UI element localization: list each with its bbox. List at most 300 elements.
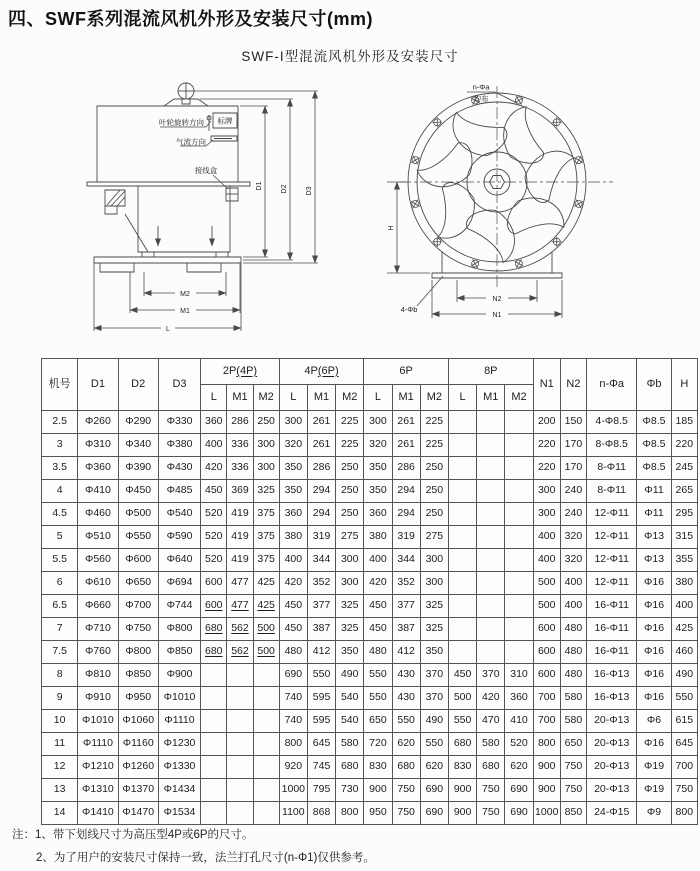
table-cell: 220	[671, 434, 697, 457]
table-cell	[448, 549, 476, 572]
col-header-phib: Φb	[637, 359, 671, 411]
table-cell: 300	[364, 411, 392, 434]
table-cell: 900	[364, 779, 392, 802]
table-cell: 500	[253, 641, 279, 664]
table-cell	[477, 618, 505, 641]
table-cell: 377	[392, 595, 420, 618]
table-cell: 420	[477, 687, 505, 710]
fan-side-view-drawing	[80, 76, 380, 344]
table-cell: 380	[279, 526, 307, 549]
table-cell	[448, 480, 476, 503]
table-cell	[505, 434, 533, 457]
table-cell: Φ1160	[118, 733, 158, 756]
table-cell	[227, 733, 253, 756]
table-cell: 410	[505, 710, 533, 733]
table-cell: 460	[671, 641, 697, 664]
table-cell: 562	[227, 641, 253, 664]
table-cell: 690	[279, 664, 307, 687]
table-cell: 300	[533, 480, 560, 503]
table-cell: 350	[364, 480, 392, 503]
table-cell: Φ8.5	[637, 411, 671, 434]
table-cell: Φ340	[118, 434, 158, 457]
table-cell: Φ1230	[158, 733, 200, 756]
table-cell: Φ11	[637, 503, 671, 526]
table-cell: 3.5	[42, 457, 78, 480]
table-cell: 470	[477, 710, 505, 733]
table-cell: 550	[420, 733, 448, 756]
table-cell: Φ13	[637, 526, 671, 549]
fan-casing-outline	[87, 83, 250, 272]
table-row	[42, 733, 698, 756]
table-cell: 412	[307, 641, 335, 664]
subcol-8p-m1: M1	[477, 385, 505, 411]
table-cell: 294	[392, 503, 420, 526]
table-cell	[477, 641, 505, 664]
table-cell: 750	[560, 756, 586, 779]
table-cell: 240	[560, 480, 586, 503]
table-cell: 325	[420, 618, 448, 641]
table-cell: 480	[560, 618, 586, 641]
table-cell: 550	[364, 664, 392, 687]
table-cell: 4	[42, 480, 78, 503]
table-cell: 336	[227, 434, 253, 457]
table-cell: 430	[392, 687, 420, 710]
table-cell: 12-Φ11	[587, 503, 637, 526]
table-cell: 420	[279, 572, 307, 595]
table-cell: 580	[477, 733, 505, 756]
table-cell: Φ430	[158, 457, 200, 480]
table-cell: 500	[253, 618, 279, 641]
table-cell	[227, 687, 253, 710]
table-cell	[477, 411, 505, 434]
table-cell	[227, 802, 253, 825]
table-cell: 300	[279, 411, 307, 434]
table-cell: 580	[560, 710, 586, 733]
table-cell: 20-Φ13	[587, 779, 637, 802]
footnote-1: 注：1、带下划线尺寸为高压型4P或6P的尺寸。	[12, 829, 254, 841]
table-row	[42, 710, 698, 733]
col-group-6p: 6P	[364, 359, 449, 385]
table-cell: Φ510	[78, 526, 118, 549]
table-cell: 261	[392, 434, 420, 457]
table-cell: 419	[227, 503, 253, 526]
table-cell: Φ800	[158, 618, 200, 641]
col-group-8p: 8P	[448, 359, 533, 385]
table-cell	[448, 618, 476, 641]
table-cell: 750	[477, 779, 505, 802]
table-row	[42, 526, 698, 549]
table-cell: 430	[392, 664, 420, 687]
table-cell	[227, 779, 253, 802]
table-cell: 7	[42, 618, 78, 641]
table-cell: 350	[364, 457, 392, 480]
table-cell: 310	[505, 664, 533, 687]
table-row	[42, 480, 698, 503]
table-cell: Φ1010	[78, 710, 118, 733]
table-cell: 490	[671, 664, 697, 687]
table-cell: 500	[448, 687, 476, 710]
table-cell: 520	[201, 549, 227, 572]
subcol-2p-m1: M1	[227, 385, 253, 411]
dim-d3-label: D3	[306, 186, 313, 196]
table-cell: 690	[420, 779, 448, 802]
table-cell: 450	[201, 480, 227, 503]
table-cell: Φ390	[118, 457, 158, 480]
table-cell: 490	[420, 710, 448, 733]
table-cell: Φ800	[118, 641, 158, 664]
table-cell	[201, 733, 227, 756]
table-cell: Φ850	[118, 664, 158, 687]
table-cell: 16-Φ11	[587, 618, 637, 641]
subcol-4p-m1: M1	[307, 385, 335, 411]
table-cell: 850	[560, 802, 586, 825]
table-cell: Φ910	[78, 687, 118, 710]
table-cell: 420	[364, 572, 392, 595]
table-cell: 370	[420, 664, 448, 687]
table-cell: 13	[42, 779, 78, 802]
table-row	[42, 664, 698, 687]
table-cell: 294	[307, 480, 335, 503]
table-cell: 450	[364, 618, 392, 641]
table-cell: 750	[392, 802, 420, 825]
table-cell: 419	[227, 526, 253, 549]
table-cell: 4-Φ8.5	[587, 411, 637, 434]
table-cell: 319	[392, 526, 420, 549]
table-cell: 680	[392, 756, 420, 779]
table-cell: 745	[307, 756, 335, 779]
table-cell	[201, 779, 227, 802]
footnote-2: 2、为了用户的安装尺寸保持一致，法兰打孔尺寸(n-Φ1)仅供参考。	[36, 852, 375, 864]
col-header-jihao: 机号	[42, 359, 78, 411]
table-cell: 520	[201, 526, 227, 549]
table-cell: 425	[253, 595, 279, 618]
table-cell: Φ19	[637, 779, 671, 802]
table-cell: 300	[253, 434, 279, 457]
table-cell: 350	[279, 480, 307, 503]
footnotes	[12, 826, 375, 865]
dim-n1-label: N1	[492, 312, 502, 319]
table-cell: Φ610	[78, 572, 118, 595]
table-cell: 300	[336, 549, 364, 572]
table-cell: 680	[477, 756, 505, 779]
table-cell: 9	[42, 687, 78, 710]
table-row	[42, 641, 698, 664]
table-cell: Φ16	[637, 595, 671, 618]
col-header-h: H	[671, 359, 697, 411]
table-cell: 16-Φ11	[587, 641, 637, 664]
table-cell	[505, 595, 533, 618]
table-cell	[448, 411, 476, 434]
table-cell: 320	[364, 434, 392, 457]
table-cell: 150	[560, 411, 586, 434]
table-cell: Φ1370	[118, 779, 158, 802]
table-cell: 370	[420, 687, 448, 710]
table-cell	[505, 618, 533, 641]
table-cell: 400	[201, 434, 227, 457]
table-cell: Φ260	[78, 411, 118, 434]
col-header-n2: N2	[560, 359, 586, 411]
table-cell: 420	[201, 457, 227, 480]
table-cell: 360	[201, 411, 227, 434]
table-cell	[227, 756, 253, 779]
table-cell: Φ1434	[158, 779, 200, 802]
table-row	[42, 595, 698, 618]
table-row	[42, 549, 698, 572]
table-cell: 220	[533, 434, 560, 457]
table-cell: 868	[307, 802, 335, 825]
table-cell: 185	[671, 411, 697, 434]
table-cell: Φ640	[158, 549, 200, 572]
table-cell: 740	[279, 710, 307, 733]
table-cell: 286	[307, 457, 335, 480]
table-cell: 352	[307, 572, 335, 595]
table-cell: 750	[671, 779, 697, 802]
table-cell: Φ1010	[158, 687, 200, 710]
table-cell: 5.5	[42, 549, 78, 572]
centerlines	[399, 86, 613, 290]
table-cell: Φ19	[637, 756, 671, 779]
table-cell: 261	[307, 434, 335, 457]
table-cell	[505, 411, 533, 434]
base-holes-leader	[417, 276, 443, 306]
table-cell: 369	[227, 480, 253, 503]
table-cell: 920	[279, 756, 307, 779]
table-cell: 5	[42, 526, 78, 549]
table-cell: 336	[227, 457, 253, 480]
table-cell	[201, 710, 227, 733]
table-cell: 740	[279, 687, 307, 710]
base-holes-label: 4-Φb	[400, 305, 418, 314]
table-cell: 12-Φ11	[587, 572, 637, 595]
table-cell: 220	[533, 457, 560, 480]
table-cell: 600	[533, 664, 560, 687]
col-group-4p: 4P(6P)	[279, 359, 364, 385]
left-view-callouts	[160, 121, 228, 189]
table-cell: Φ590	[158, 526, 200, 549]
table-cell: 286	[227, 411, 253, 434]
table-cell: 520	[201, 503, 227, 526]
table-cell: 400	[533, 526, 560, 549]
bolt-holes-even-label: 均布	[473, 94, 489, 104]
table-cell: Φ1110	[158, 710, 200, 733]
table-cell: 680	[448, 733, 476, 756]
subcol-4p-l: L	[279, 385, 307, 411]
table-cell: Φ6	[637, 710, 671, 733]
table-cell: 600	[533, 641, 560, 664]
table-cell: 10	[42, 710, 78, 733]
col-header-d2: D2	[118, 359, 158, 411]
table-cell: 300	[420, 549, 448, 572]
table-cell: 1000	[279, 779, 307, 802]
table-cell: Φ550	[118, 526, 158, 549]
dim-d2-label: D2	[281, 184, 288, 194]
table-cell	[253, 664, 279, 687]
table-cell: Φ1310	[78, 779, 118, 802]
base-dimensions	[94, 263, 241, 331]
table-cell: 3	[42, 434, 78, 457]
table-cell: 360	[279, 503, 307, 526]
table-cell: 600	[533, 618, 560, 641]
subcol-6p-l: L	[364, 385, 392, 411]
table-cell: 377	[307, 595, 335, 618]
table-body	[42, 411, 698, 825]
table-cell: 500	[533, 595, 560, 618]
table-cell: 344	[392, 549, 420, 572]
table-cell: 690	[505, 802, 533, 825]
table-cell: 540	[336, 687, 364, 710]
col-header-n1: N1	[533, 359, 560, 411]
table-cell: 7.5	[42, 641, 78, 664]
table-cell: Φ700	[118, 595, 158, 618]
subcol-2p-l: L	[201, 385, 227, 411]
table-cell: 300	[253, 457, 279, 480]
drawing-subtitle: SWF-I型混流风机外形及安装尺寸	[241, 49, 459, 64]
dimension-table	[41, 358, 698, 825]
subcol-8p-l: L	[448, 385, 476, 411]
table-cell: 12	[42, 756, 78, 779]
table-cell: 645	[307, 733, 335, 756]
table-cell: 600	[201, 572, 227, 595]
table-cell	[505, 641, 533, 664]
subcol-6p-m2: M2	[420, 385, 448, 411]
table-cell: 250	[336, 503, 364, 526]
rotation-direction-label: 叶轮旋转方向	[159, 118, 204, 127]
table-cell: 900	[448, 802, 476, 825]
table-cell	[227, 664, 253, 687]
table-cell: Φ660	[78, 595, 118, 618]
table-cell: 16-Φ11	[587, 595, 637, 618]
table-cell: Φ1260	[118, 756, 158, 779]
table-cell: 170	[560, 457, 586, 480]
table-cell: Φ1534	[158, 802, 200, 825]
table-cell: 490	[336, 664, 364, 687]
table-cell: 400	[364, 549, 392, 572]
table-cell	[477, 549, 505, 572]
subcol-4p-m2: M2	[336, 385, 364, 411]
table-cell: 830	[364, 756, 392, 779]
table-cell	[477, 595, 505, 618]
table-row	[42, 618, 698, 641]
table-cell: 400	[533, 549, 560, 572]
table-cell: 265	[671, 480, 697, 503]
table-cell: Φ810	[78, 664, 118, 687]
table-cell: Φ750	[118, 618, 158, 641]
table-cell: 690	[420, 802, 448, 825]
table-cell: 900	[448, 779, 476, 802]
table-row	[42, 802, 698, 825]
table-cell	[477, 457, 505, 480]
subcol-6p-m1: M1	[392, 385, 420, 411]
col-group-2p: 2P(4P)	[201, 359, 280, 385]
table-cell: 6	[42, 572, 78, 595]
table-cell: Φ310	[78, 434, 118, 457]
table-cell	[201, 802, 227, 825]
table-cell: 325	[336, 595, 364, 618]
table-cell: 360	[505, 687, 533, 710]
table-cell	[505, 457, 533, 480]
table-cell: Φ16	[637, 687, 671, 710]
table-cell	[477, 434, 505, 457]
table-cell: Φ900	[158, 664, 200, 687]
table-cell: 16-Φ13	[587, 664, 637, 687]
table-cell: 650	[364, 710, 392, 733]
table-cell: 8-Φ8.5	[587, 434, 637, 457]
table-cell: 480	[364, 641, 392, 664]
table-cell: 800	[671, 802, 697, 825]
table-cell: Φ485	[158, 480, 200, 503]
table-cell: Φ694	[158, 572, 200, 595]
table-cell: 400	[560, 572, 586, 595]
table-cell	[505, 572, 533, 595]
table-cell: 595	[307, 687, 335, 710]
table-cell: 8-Φ11	[587, 457, 637, 480]
table-cell: 412	[392, 641, 420, 664]
table-cell	[253, 779, 279, 802]
table-cell: 700	[671, 756, 697, 779]
table-cell: 325	[253, 480, 279, 503]
table-cell: 320	[279, 434, 307, 457]
table-cell: 620	[505, 756, 533, 779]
table-cell: 315	[671, 526, 697, 549]
table-cell: Φ380	[158, 434, 200, 457]
table-row	[42, 779, 698, 802]
table-cell: 275	[420, 526, 448, 549]
table-cell: 550	[392, 710, 420, 733]
table-cell: 320	[560, 549, 586, 572]
table-cell: 700	[533, 687, 560, 710]
table-cell: Φ650	[118, 572, 158, 595]
table-cell: 350	[279, 457, 307, 480]
table-row	[42, 756, 698, 779]
table-cell: 400	[279, 549, 307, 572]
table-cell: Φ360	[78, 457, 118, 480]
table-cell: 352	[392, 572, 420, 595]
table-cell: 800	[279, 733, 307, 756]
col-header-d3: D3	[158, 359, 200, 411]
table-cell: 620	[392, 733, 420, 756]
airflow-direction-label: 气流方向	[176, 137, 206, 147]
table-cell: 325	[420, 595, 448, 618]
table-cell: 650	[560, 733, 586, 756]
table-cell	[448, 457, 476, 480]
table-row	[42, 503, 698, 526]
table-cell	[477, 503, 505, 526]
dim-d1-label: D1	[256, 181, 263, 191]
table-cell: 419	[227, 549, 253, 572]
junction-box-label: 接线盒	[194, 166, 218, 175]
table-cell: 294	[307, 503, 335, 526]
col-header-d1: D1	[78, 359, 118, 411]
table-cell: Φ1470	[118, 802, 158, 825]
table-row	[42, 411, 698, 434]
table-cell: 720	[364, 733, 392, 756]
table-cell: 250	[420, 503, 448, 526]
table-cell: 8	[42, 664, 78, 687]
table-cell: 1000	[533, 802, 560, 825]
table-cell	[477, 572, 505, 595]
table-cell: 375	[253, 526, 279, 549]
table-cell: 225	[336, 411, 364, 434]
subcol-8p-m2: M2	[505, 385, 533, 411]
table-cell	[253, 687, 279, 710]
table-cell: 900	[533, 779, 560, 802]
table-cell: 615	[671, 710, 697, 733]
table-cell: Φ460	[78, 503, 118, 526]
table-cell: 300	[420, 572, 448, 595]
table-cell: 250	[253, 411, 279, 434]
table-cell: 480	[560, 641, 586, 664]
table-cell: Φ1060	[118, 710, 158, 733]
